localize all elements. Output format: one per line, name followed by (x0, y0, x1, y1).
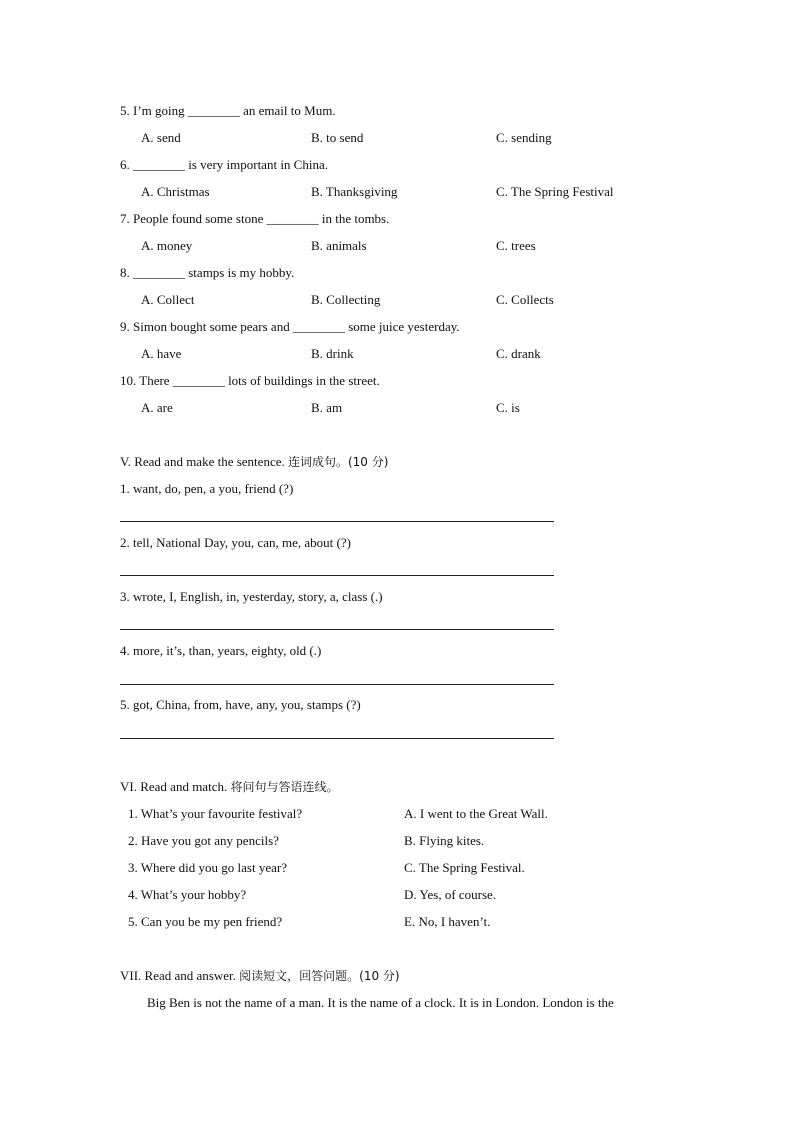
option-c: C. drank (496, 346, 541, 361)
section-title (120, 968, 400, 984)
match-answer-b[interactable]: B. Flying kites. (404, 833, 485, 848)
option-a: A. send (141, 130, 181, 145)
option-b: B. am (311, 400, 343, 415)
option-c: C. Collects (496, 292, 554, 307)
option-a: A. have (141, 346, 182, 361)
scramble-item-5: 5. got, China, from, have, any, you, stamps (?) (120, 697, 361, 712)
match-answer-c[interactable]: C. The Spring Festival. (404, 860, 525, 875)
section-title-cn: 连词成句。(10 分) (287, 455, 389, 469)
option-b: B. Collecting (311, 292, 381, 307)
scramble-item-2: 2. tell, National Day, you, can, me, about (?) (120, 535, 351, 550)
answer-line[interactable] (120, 521, 554, 522)
section-title-en: V. Read and make the sentence. (120, 454, 288, 469)
section-title-en: VI. Read and match. (120, 779, 231, 794)
match-answer-d[interactable]: D. Yes, of course. (404, 887, 497, 902)
option-b: B. drink (311, 346, 354, 361)
section-title (120, 454, 388, 470)
match-question-1[interactable]: 1. What’s your favourite festival? (128, 806, 303, 821)
scramble-item-1: 1. want, do, pen, a you, friend (?) (120, 481, 294, 496)
section-title-en: VII. Read and answer. (120, 968, 240, 983)
match-answer-e[interactable]: E. No, I haven’t. (404, 914, 491, 929)
match-answer-a[interactable]: A. I went to the Great Wall. (404, 806, 548, 821)
question-8: 8. ________ stamps is my hobby. (120, 265, 295, 280)
option-b: B. to send (311, 130, 364, 145)
scramble-item-3: 3. wrote, I, English, in, yesterday, story, a, class (.) (120, 589, 383, 604)
option-a: A. are (141, 400, 173, 415)
question-9: 9. Simon bought some pears and ________ some juice yesterday. (120, 319, 460, 334)
option-b: B. Thanksgiving (311, 184, 398, 199)
question-5: 5. I’m going ________ an email to Mum. (120, 103, 336, 118)
section-title-cn: 阅读短文，回答问题。(10 分) (239, 969, 400, 983)
section-title-cn: 将问句与答语连线。 (230, 780, 339, 794)
question-10: 10. There ________ lots of buildings in the street. (120, 373, 380, 388)
scramble-item-4: 4. more, it’s, than, years, eighty, old (.) (120, 643, 322, 658)
question-6: 6. ________ is very important in China. (120, 157, 328, 172)
option-c: C. sending (496, 130, 552, 145)
option-a: A. money (141, 238, 193, 253)
match-question-3[interactable]: 3. Where did you go last year? (128, 860, 287, 875)
reading-passage: Big Ben is not the name of a man. It is the name of a clock. It is in London. London is the (147, 995, 614, 1010)
section-title (120, 779, 338, 795)
option-c: C. The Spring Festival (496, 184, 614, 199)
match-question-4[interactable]: 4. What’s your hobby? (128, 887, 247, 902)
option-c: C. trees (496, 238, 536, 253)
match-question-2[interactable]: 2. Have you got any pencils? (128, 833, 279, 848)
option-c: C. is (496, 400, 520, 415)
match-question-5[interactable]: 5. Can you be my pen friend? (128, 914, 283, 929)
answer-line[interactable] (120, 738, 554, 739)
option-b: B. animals (311, 238, 367, 253)
answer-line[interactable] (120, 684, 554, 685)
option-a: A. Collect (141, 292, 195, 307)
option-a: A. Christmas (141, 184, 210, 199)
answer-line[interactable] (120, 575, 554, 576)
answer-line[interactable] (120, 629, 554, 630)
question-7: 7. People found some stone ________ in the tombs. (120, 211, 390, 226)
